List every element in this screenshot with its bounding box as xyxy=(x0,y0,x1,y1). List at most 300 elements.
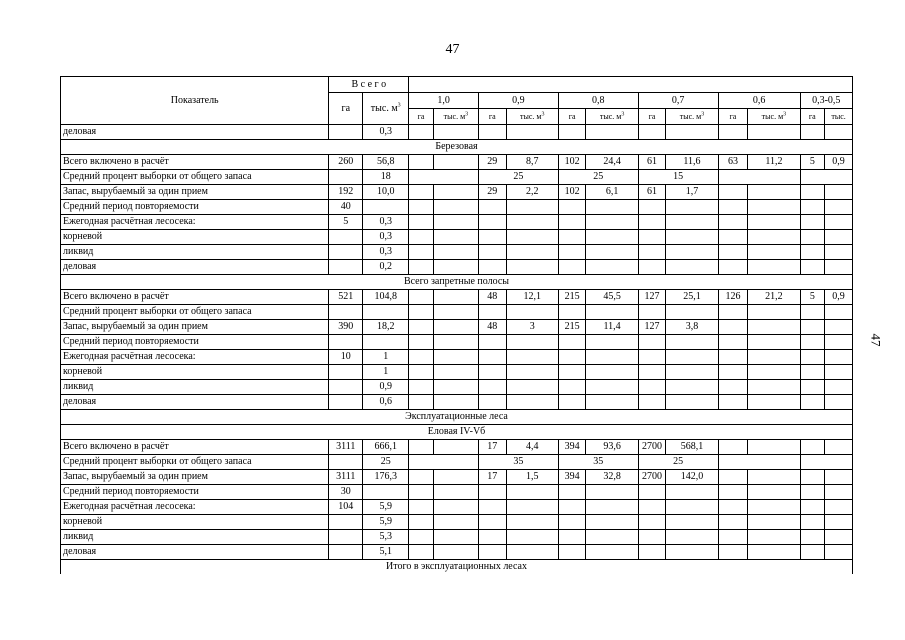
value-cell xyxy=(433,305,478,320)
row-label: Средний процент выборки от общего запаса xyxy=(61,170,329,185)
row-label: Ежегодная расчётная лесосека: xyxy=(61,500,329,515)
value-cell xyxy=(666,230,718,245)
value-cell xyxy=(586,215,638,230)
total-volume-cell: 5,9 xyxy=(363,515,409,530)
value-cell xyxy=(638,500,666,515)
header-volume: тыс. $м^3$ xyxy=(666,109,718,125)
table-row xyxy=(61,125,853,140)
header-total-ha: га xyxy=(329,93,363,125)
value-cell: 29 xyxy=(478,155,506,170)
value-cell xyxy=(800,545,825,560)
value-cell xyxy=(586,545,638,560)
value-cell xyxy=(409,185,434,200)
total-ha-cell xyxy=(329,530,363,545)
total-volume-cell: 0,3 xyxy=(363,245,409,260)
value-cell xyxy=(666,380,718,395)
value-cell xyxy=(666,485,718,500)
value-cell xyxy=(433,200,478,215)
header-volume: тыс. $м^3$ xyxy=(506,109,558,125)
percent-cell xyxy=(800,170,852,185)
value-cell: 215 xyxy=(558,290,586,305)
value-cell: 5 xyxy=(800,155,825,170)
row-label: Ежегодная расчётная лесосека: xyxy=(61,350,329,365)
percent-cell: 35 xyxy=(558,455,638,470)
value-cell xyxy=(748,365,800,380)
row-label: Всего включено в расчёт xyxy=(61,440,329,455)
value-cell xyxy=(800,245,825,260)
value-cell xyxy=(666,245,718,260)
value-cell xyxy=(478,380,506,395)
total-volume-cell: 0,3 xyxy=(363,215,409,230)
total-volume-cell: 5,3 xyxy=(363,530,409,545)
value-cell xyxy=(506,350,558,365)
value-cell xyxy=(638,545,666,560)
row-label: корневой xyxy=(61,230,329,245)
value-cell xyxy=(433,380,478,395)
value-cell xyxy=(433,545,478,560)
value-cell: 102 xyxy=(558,185,586,200)
value-cell xyxy=(748,335,800,350)
value-cell: 21,2 xyxy=(748,290,800,305)
value-cell xyxy=(800,395,825,410)
table-row xyxy=(61,320,853,335)
value-cell: 2700 xyxy=(638,440,666,455)
header-group: 1,0 xyxy=(409,93,479,109)
value-cell xyxy=(718,200,748,215)
value-cell: 11,6 xyxy=(666,155,718,170)
value-cell xyxy=(638,485,666,500)
value-cell: 102 xyxy=(558,155,586,170)
total-ha-cell xyxy=(329,365,363,380)
row-label: ликвид xyxy=(61,530,329,545)
value-cell xyxy=(586,125,638,140)
total-volume-cell: 18 xyxy=(363,170,409,185)
value-cell xyxy=(586,530,638,545)
value-cell xyxy=(433,185,478,200)
value-cell: 127 xyxy=(638,320,666,335)
total-volume-cell: 10,0 xyxy=(363,185,409,200)
value-cell xyxy=(433,215,478,230)
value-cell xyxy=(638,125,666,140)
header-volume: тыс. $м^3$ xyxy=(433,109,478,125)
value-cell: 24,4 xyxy=(586,155,638,170)
total-ha-cell: 3111 xyxy=(329,470,363,485)
value-cell xyxy=(506,260,558,275)
section-title: Эксплуатационные леса xyxy=(61,410,853,425)
value-cell: 1,5 xyxy=(506,470,558,485)
value-cell xyxy=(409,545,434,560)
value-cell xyxy=(666,215,718,230)
total-volume-cell: 0,3 xyxy=(363,230,409,245)
total-ha-cell: 5 xyxy=(329,215,363,230)
table-row xyxy=(61,470,853,485)
value-cell xyxy=(638,335,666,350)
value-cell xyxy=(409,365,434,380)
percent-cell xyxy=(800,455,852,470)
total-ha-cell xyxy=(329,380,363,395)
value-cell: 11,2 xyxy=(748,155,800,170)
value-cell xyxy=(586,380,638,395)
percent-cell xyxy=(718,170,800,185)
total-volume-cell: 0,9 xyxy=(363,380,409,395)
percent-cell: 25 xyxy=(638,455,718,470)
value-cell xyxy=(558,200,586,215)
value-cell xyxy=(638,395,666,410)
value-cell xyxy=(666,260,718,275)
value-cell xyxy=(506,200,558,215)
value-cell xyxy=(638,530,666,545)
value-cell xyxy=(748,485,800,500)
value-cell xyxy=(409,500,434,515)
value-cell xyxy=(748,320,800,335)
value-cell xyxy=(800,380,825,395)
value-cell xyxy=(748,125,800,140)
value-cell xyxy=(748,530,800,545)
value-cell xyxy=(800,365,825,380)
value-cell xyxy=(800,200,825,215)
value-cell: 17 xyxy=(478,440,506,455)
value-cell xyxy=(800,215,825,230)
value-cell xyxy=(433,515,478,530)
header-total-volume: тыс. $м^3$ xyxy=(363,93,409,125)
value-cell xyxy=(718,320,748,335)
header-ha: га xyxy=(558,109,586,125)
value-cell: 32,8 xyxy=(586,470,638,485)
total-volume-cell xyxy=(363,305,409,320)
value-cell xyxy=(718,245,748,260)
value-cell xyxy=(586,245,638,260)
row-label: Средний период повторяемости xyxy=(61,335,329,350)
value-cell xyxy=(825,365,853,380)
value-cell xyxy=(478,125,506,140)
value-cell xyxy=(586,515,638,530)
total-volume-cell: 176,3 xyxy=(363,470,409,485)
value-cell: 3 xyxy=(506,320,558,335)
value-cell xyxy=(409,245,434,260)
value-cell xyxy=(506,395,558,410)
total-volume-cell: 5,1 xyxy=(363,545,409,560)
percent-cell xyxy=(409,170,479,185)
value-cell xyxy=(825,530,853,545)
value-cell xyxy=(718,530,748,545)
value-cell xyxy=(409,215,434,230)
value-cell: 12,1 xyxy=(506,290,558,305)
row-label: Средний процент выборки от общего запаса xyxy=(61,305,329,320)
value-cell xyxy=(409,380,434,395)
total-volume-cell: 0,3 xyxy=(363,125,409,140)
value-cell xyxy=(409,395,434,410)
total-ha-cell: 30 xyxy=(329,485,363,500)
row-label: корневой xyxy=(61,515,329,530)
value-cell xyxy=(478,515,506,530)
value-cell xyxy=(748,380,800,395)
value-cell xyxy=(409,290,434,305)
value-cell xyxy=(800,125,825,140)
value-cell xyxy=(638,260,666,275)
header-total: В с е г о xyxy=(329,77,409,93)
value-cell: 568,1 xyxy=(666,440,718,455)
value-cell xyxy=(506,335,558,350)
percent-cell xyxy=(409,455,479,470)
value-cell xyxy=(558,125,586,140)
value-cell xyxy=(800,260,825,275)
value-cell xyxy=(748,185,800,200)
value-cell xyxy=(558,350,586,365)
value-cell xyxy=(800,515,825,530)
value-cell xyxy=(800,500,825,515)
value-cell xyxy=(825,545,853,560)
row-label: ликвид xyxy=(61,245,329,260)
total-ha-cell xyxy=(329,170,363,185)
row-label: ликвид xyxy=(61,380,329,395)
value-cell: 11,4 xyxy=(586,320,638,335)
total-ha-cell xyxy=(329,305,363,320)
value-cell xyxy=(718,125,748,140)
value-cell: 0,9 xyxy=(825,290,853,305)
value-cell xyxy=(800,440,825,455)
value-cell xyxy=(718,440,748,455)
row-label: Всего включено в расчёт xyxy=(61,290,329,305)
value-cell: 45,5 xyxy=(586,290,638,305)
value-cell xyxy=(478,200,506,215)
table-row xyxy=(61,245,853,260)
value-cell xyxy=(666,545,718,560)
value-cell: 48 xyxy=(478,320,506,335)
header-row-1 xyxy=(61,77,853,93)
table-row xyxy=(61,350,853,365)
value-cell xyxy=(666,350,718,365)
value-cell xyxy=(586,305,638,320)
value-cell xyxy=(433,155,478,170)
value-cell xyxy=(825,245,853,260)
table-row xyxy=(61,380,853,395)
value-cell xyxy=(478,245,506,260)
header-ha: га xyxy=(718,109,748,125)
table-row xyxy=(61,215,853,230)
total-ha-cell: 521 xyxy=(329,290,363,305)
value-cell xyxy=(478,545,506,560)
value-cell xyxy=(638,515,666,530)
value-cell: 4,4 xyxy=(506,440,558,455)
table-row xyxy=(61,530,853,545)
value-cell xyxy=(718,185,748,200)
value-cell: 61 xyxy=(638,185,666,200)
value-cell xyxy=(433,530,478,545)
table-row xyxy=(61,455,853,470)
value-cell xyxy=(586,260,638,275)
total-ha-cell: 3111 xyxy=(329,440,363,455)
value-cell xyxy=(506,500,558,515)
table-row xyxy=(61,515,853,530)
total-volume-cell xyxy=(363,485,409,500)
value-cell xyxy=(718,215,748,230)
total-ha-cell xyxy=(329,230,363,245)
table-row xyxy=(61,260,853,275)
value-cell xyxy=(506,545,558,560)
value-cell xyxy=(800,335,825,350)
table-body xyxy=(61,77,853,575)
value-cell xyxy=(409,260,434,275)
value-cell xyxy=(558,245,586,260)
value-cell xyxy=(718,350,748,365)
total-volume-cell: 56,8 xyxy=(363,155,409,170)
value-cell xyxy=(800,230,825,245)
value-cell xyxy=(586,485,638,500)
side-page-number: 47 xyxy=(868,333,884,347)
total-volume-cell: 5,9 xyxy=(363,500,409,515)
page-number: 47 xyxy=(445,42,460,57)
value-cell xyxy=(558,260,586,275)
value-cell xyxy=(800,470,825,485)
value-cell xyxy=(718,515,748,530)
total-volume-cell: 0,2 xyxy=(363,260,409,275)
value-cell xyxy=(638,305,666,320)
table-row xyxy=(61,290,853,305)
value-cell: 48 xyxy=(478,290,506,305)
value-cell: 2700 xyxy=(638,470,666,485)
value-cell xyxy=(586,350,638,365)
value-cell xyxy=(800,530,825,545)
section-title: Березовая xyxy=(61,140,853,155)
value-cell xyxy=(478,530,506,545)
value-cell xyxy=(433,440,478,455)
value-cell xyxy=(433,365,478,380)
table-row xyxy=(61,335,853,350)
header-volume-truncated: тыс. xyxy=(825,109,853,125)
value-cell xyxy=(506,305,558,320)
row-label: Всего включено в расчёт xyxy=(61,155,329,170)
value-cell xyxy=(718,485,748,500)
value-cell xyxy=(666,125,718,140)
value-cell xyxy=(666,500,718,515)
row-label: Средний процент выборки от общего запаса xyxy=(61,455,329,470)
value-cell xyxy=(718,500,748,515)
value-cell xyxy=(748,230,800,245)
value-cell xyxy=(748,470,800,485)
total-ha-cell: 10 xyxy=(329,350,363,365)
value-cell xyxy=(558,485,586,500)
total-ha-cell: 390 xyxy=(329,320,363,335)
value-cell: 2,2 xyxy=(506,185,558,200)
section-row xyxy=(61,140,853,155)
total-volume-cell: 1 xyxy=(363,365,409,380)
value-cell xyxy=(825,350,853,365)
value-cell xyxy=(825,395,853,410)
value-cell: 29 xyxy=(478,185,506,200)
value-cell xyxy=(433,245,478,260)
section-title: Еловая IV-Vб xyxy=(61,425,853,440)
value-cell xyxy=(666,305,718,320)
header-indicator: Показатель xyxy=(61,77,329,125)
row-label: Средний период повторяемости xyxy=(61,200,329,215)
value-cell xyxy=(638,365,666,380)
value-cell: 5 xyxy=(800,290,825,305)
value-cell xyxy=(666,515,718,530)
value-cell xyxy=(409,305,434,320)
value-cell xyxy=(825,215,853,230)
total-volume-cell xyxy=(363,335,409,350)
value-cell xyxy=(825,380,853,395)
value-cell xyxy=(748,545,800,560)
percent-cell xyxy=(718,455,800,470)
percent-cell: 15 xyxy=(638,170,718,185)
header-group: 0,9 xyxy=(478,93,558,109)
value-cell xyxy=(558,305,586,320)
value-cell xyxy=(825,485,853,500)
value-cell xyxy=(586,200,638,215)
value-cell xyxy=(638,245,666,260)
value-cell xyxy=(506,365,558,380)
value-cell xyxy=(586,365,638,380)
value-cell xyxy=(558,335,586,350)
value-cell: 6,1 xyxy=(586,185,638,200)
section-title: Всего запретные полосы xyxy=(61,275,853,290)
table-row xyxy=(61,500,853,515)
header-group: 0,7 xyxy=(638,93,718,109)
row-label: Запас, вырубаемый за один прием xyxy=(61,185,329,200)
value-cell xyxy=(506,245,558,260)
value-cell xyxy=(748,440,800,455)
section-title: Итого в эксплуатационных лесах xyxy=(61,560,853,575)
header-group: 0,6 xyxy=(718,93,800,109)
value-cell xyxy=(558,500,586,515)
value-cell xyxy=(666,530,718,545)
value-cell xyxy=(478,305,506,320)
header-volume: тыс. $м^3$ xyxy=(748,109,800,125)
percent-cell: 25 xyxy=(558,170,638,185)
total-ha-cell xyxy=(329,455,363,470)
value-cell: 3,8 xyxy=(666,320,718,335)
table-row xyxy=(61,230,853,245)
total-ha-cell xyxy=(329,395,363,410)
value-cell xyxy=(718,305,748,320)
value-cell xyxy=(433,485,478,500)
total-ha-cell xyxy=(329,335,363,350)
header-ha: га xyxy=(800,109,825,125)
value-cell xyxy=(433,260,478,275)
value-cell: 215 xyxy=(558,320,586,335)
value-cell xyxy=(825,440,853,455)
value-cell xyxy=(558,395,586,410)
value-cell xyxy=(825,320,853,335)
value-cell xyxy=(718,545,748,560)
table-row xyxy=(61,365,853,380)
table-row xyxy=(61,200,853,215)
value-cell xyxy=(825,500,853,515)
value-cell xyxy=(800,320,825,335)
header-volume: тыс. $м^3$ xyxy=(586,109,638,125)
value-cell xyxy=(748,215,800,230)
value-cell xyxy=(558,545,586,560)
value-cell xyxy=(433,320,478,335)
total-volume-cell: 0,6 xyxy=(363,395,409,410)
value-cell xyxy=(638,230,666,245)
section-row xyxy=(61,560,853,575)
total-volume-cell: 1 xyxy=(363,350,409,365)
value-cell xyxy=(409,350,434,365)
value-cell xyxy=(825,260,853,275)
value-cell xyxy=(558,530,586,545)
value-cell xyxy=(638,380,666,395)
value-cell xyxy=(409,470,434,485)
value-cell xyxy=(478,230,506,245)
value-cell xyxy=(825,230,853,245)
total-volume-cell: 104,8 xyxy=(363,290,409,305)
value-cell xyxy=(748,395,800,410)
value-cell xyxy=(558,365,586,380)
value-cell xyxy=(409,320,434,335)
value-cell xyxy=(825,185,853,200)
